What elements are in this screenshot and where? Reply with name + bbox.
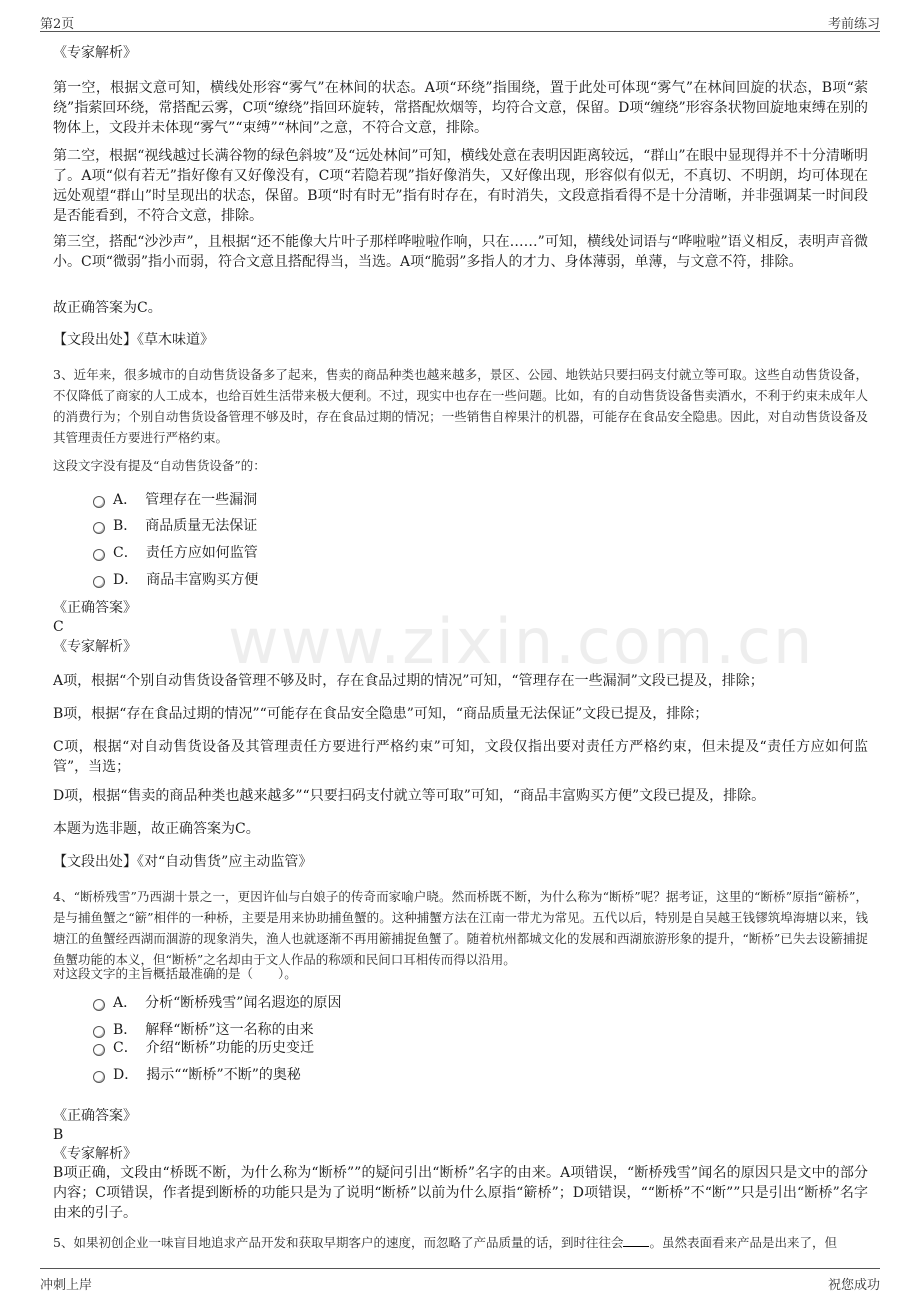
q2-conclusion: 故正确答案为C。	[53, 300, 162, 316]
q5-stem: 5、如果初创企业一味盲目地追求产品开发和获取早期客户的速度，而忽略了产品质量的话，到时往往会 。虽然表面看来产品是出来了，但	[53, 1235, 837, 1250]
q3-analysis-d: D项，根据“售卖的商品种类也越来越多”“只要扫码支付就立等可取”可知，“商品丰富购买方便”文段已提及，排除。	[53, 788, 766, 804]
q3-answer: C	[53, 619, 64, 635]
page-footer	[40, 1268, 880, 1294]
radio-icon[interactable]	[93, 576, 105, 588]
q2-analysis-para3: 第三空，搭配“沙沙声”，且根据“还不能像大片叶子那样哗啦啦作响，只在……”可知，横线处词语与“哗啦啦”语义相反，表明声音微小。C项“微弱”指小而弱，符合文意且搭配得当，当选。A项“脆弱”多指人的才力、身体薄弱，单薄，与文意不符，排除。	[53, 234, 868, 270]
q3-analysis-b: B项，根据“存在食品过期的情况”“可能存在食品安全隐患”可知，“商品质量无法保证”文段已提及，排除；	[53, 706, 709, 722]
q4-answer-label: 《正确答案》	[53, 1108, 137, 1124]
answer-blank	[623, 1246, 649, 1247]
header-label: 考前练习	[827, 17, 880, 32]
q3-option-b[interactable]: B． 商品质量无法保证	[93, 516, 257, 536]
watermark: www.zixin.com.cn	[228, 605, 815, 678]
page-header	[40, 10, 880, 32]
q3-source: 【文段出处】《对“自动售货”应主动监管》	[53, 854, 313, 870]
q3-stem: 3、近年来，很多城市的自动售货设备多了起来，售卖的商品种类也越来越多，景区、公园、地铁站只要扫码支付就立等可取。这些自动售货设备，不仅降低了商家的人工成本，也给百姓生活带来极大便利。不过，现实中也存在一些问题。比如，有的自动售货设备售卖酒水，不利于约束未成年人的消费行为；个别自动售货设备管理不够及时，存在食品过期的情况；一些销售自榨果汁的机器，可能存在食品安全隐患。因此，对自动售货设备及其管理责任方要进行严格约束。	[53, 367, 868, 445]
q2-analysis-para1: 第一空，根据文意可知，横线处形容“雾气”在林间的状态。A项“环绕”指围绕，置于此处可体现“雾气”在林间回旋的状态，B项“萦绕”指萦回环绕，常搭配云雾，C项“缭绕”指回环旋转，常搭配炊烟等，均符合文意，保留。D项“缠绕”形容条状物回旋地束缚在别的物体上，文段并未体现“雾气”“束缚”“林间”之意，不符合文意，排除。	[53, 80, 868, 136]
q4-option-b[interactable]: B． 解释“断桥”这一名称的由来	[93, 1020, 314, 1040]
q3-analysis-a: A项，根据“个别自动售货设备管理不够及时，存在食品过期的情况”可知，“管理存在一些漏洞”文段已提及，排除；	[53, 673, 764, 689]
q3-option-a[interactable]: A． 管理存在一些漏洞	[93, 490, 257, 510]
q4-option-d[interactable]: D． 揭示““断桥”不断”的奥秘	[93, 1065, 301, 1085]
q3-conclusion: 本题为选非题，故正确答案为C。	[53, 821, 260, 837]
q2-source: 【文段出处】《草木味道》	[53, 332, 214, 348]
radio-icon[interactable]	[93, 999, 105, 1011]
radio-icon[interactable]	[93, 496, 105, 508]
q3-analysis-c: C项，根据“对自动售货设备及其管理责任方要进行严格约束”可知，文段仅指出要对责任方严格约束，但未提及“责任方应如何监管”，当选；	[53, 739, 868, 775]
radio-icon[interactable]	[93, 549, 105, 561]
q4-stem: 4、“断桥残雪”乃西湖十景之一，更因许仙与白娘子的传奇而家喻户晓。然而桥既不断，为什么称为“断桥”呢？据考证，这里的“断桥”原指“簖桥”，是与捕鱼蟹之“簖”相伴的一种桥，主要是用来协助捕鱼蟹的。这种捕蟹方法在江南一带尤为常见。五代以后，特别是自吴越王钱镠筑埠海塘以来，钱塘江的鱼蟹经西湖而涸游的现象消失，渔人也就逐渐不再用簖捕捉鱼蟹了。随着杭州都城文化的发展和西湖旅游形象的提升，“断桥”已失去设簖捕捉鱼蟹功能的本义，但“断桥”之名却由于文人作品的称颂和民间口耳相传而得以沿用。	[53, 889, 868, 967]
radio-icon[interactable]	[93, 522, 105, 534]
radio-icon[interactable]	[93, 1026, 105, 1038]
page-number: 第2页	[40, 17, 75, 32]
q4-option-a[interactable]: A． 分析“断桥残雪”闻名遐迩的原因	[93, 993, 341, 1013]
q2-analysis-para2: 第二空，根据“视线越过长满谷物的绿色斜坡”及“远处林间”可知，横线处意在表明因距离较远，“群山”在眼中显现得并不十分清晰明了。A项“似有若无”指好像有又好像没有，C项“若隐若现”指好像消失，又好像出现，形容似有似无，不真切、不明朗，均可体现在远处观望“群山”时呈现出的状态，保留。B项“时有时无”指有时存在，有时消失，文段意指看得不是十分清晰，并非强调某一时间段是否能看到，不符合文意，排除。	[53, 148, 868, 224]
q3-analysis-label: 《专家解析》	[53, 639, 137, 655]
q2-analysis-label: 《专家解析》	[53, 45, 137, 61]
radio-icon[interactable]	[93, 1071, 105, 1083]
q4-answer: B	[53, 1127, 64, 1143]
q3-option-c[interactable]: C． 责任方应如何监管	[93, 543, 258, 563]
q4-option-c[interactable]: C． 介绍“断桥”功能的历史变迁	[93, 1038, 314, 1058]
q3-answer-label: 《正确答案》	[53, 600, 137, 616]
q4-analysis-label: 《专家解析》	[53, 1146, 137, 1162]
q4-question: 对这段文字的主旨概括最准确的是（ ）。	[53, 966, 297, 981]
q4-analysis: B项正确，文段由“桥既不断，为什么称为“断桥””的疑问引出“断桥”名字的由来。A项错误，“断桥残雪”闻名的原因只是文中的部分内容；C项错误，作者提到断桥的功能只是为了说明“断桥”以前为什么原指“簖桥”；D项错误，““断桥”不“断””只是引出“断桥”名字由来的引子。	[53, 1165, 868, 1221]
q3-question: 这段文字没有提及“自动售货设备”的：	[53, 458, 266, 473]
footer-left-label: 冲刺上岸	[40, 1278, 93, 1293]
q3-option-d[interactable]: D． 商品丰富购买方便	[93, 570, 258, 590]
radio-icon[interactable]	[93, 1044, 105, 1056]
footer-right-label: 祝您成功	[827, 1278, 880, 1293]
